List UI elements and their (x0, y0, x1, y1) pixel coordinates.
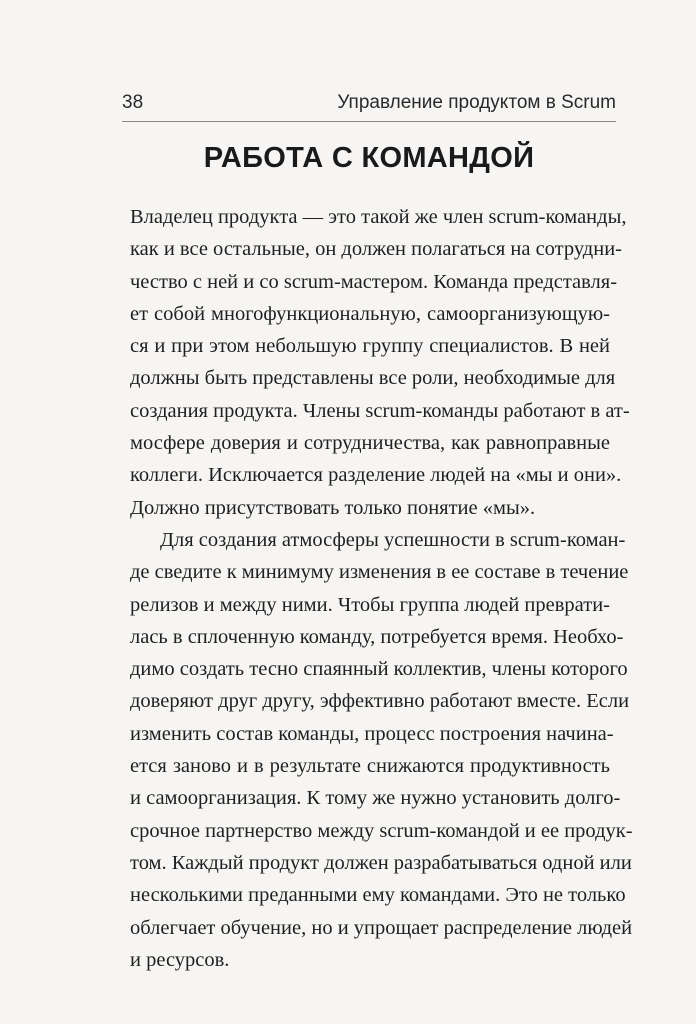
text-line: и ресурсов. (130, 948, 230, 971)
text-line: Для создания атмосферы успешности в scrum-коман- (160, 528, 626, 551)
text-line: коллеги. Исключается разделение людей на «мы и они». (130, 464, 622, 487)
section-title: РАБОТА С КОМАНДОЙ (203, 142, 535, 174)
text-line: ет собой многофункциональную, самоорганизующую- (130, 302, 610, 325)
running-header (122, 92, 616, 120)
header-divider (122, 121, 616, 122)
text-line: релизов и между ними. Чтобы группа людей преврати- (130, 593, 610, 616)
text-line: димо создать тесно спаянный коллектив, члены которого (130, 658, 628, 681)
text-line: ется заново и в результате снижаются продуктивность (130, 755, 610, 778)
running-title: Управление продуктом в Scrum (337, 92, 616, 113)
text-line: облегчает обучение, но и упрощает распределение людей (130, 916, 633, 939)
text-line: доверяют друг другу, эффективно работают вместе. Если (130, 690, 630, 713)
text-line: должны быть представлены все роли, необходимые для (130, 367, 616, 390)
text-line: ся и при этом небольшую группу специалистов. В ней (130, 335, 610, 358)
text-line: Должно присутствовать только понятие «мы». (130, 496, 536, 519)
text-line: том. Каждый продукт должен разрабатываться одной или (130, 851, 632, 874)
paragraph (130, 201, 630, 524)
text-line: лась в сплоченную команду, потребуется время. Необхо- (130, 625, 624, 648)
text-line: создания продукта. Члены scrum-команды работают в ат- (130, 399, 630, 422)
text-line: Владелец продукта — это такой же член scrum-команды, (130, 206, 627, 228)
text-line: чество с ней и со scrum-мастером. Команда представля- (130, 270, 618, 293)
page-number: 38 (122, 92, 144, 113)
paragraph (130, 524, 633, 976)
text-line: мосфере доверия и сотрудничества, как равноправные (130, 432, 610, 455)
text-line: и самоорганизация. К тому же нужно установить долго- (130, 787, 621, 810)
body-text (130, 201, 633, 976)
text-line: срочное партнерство между scrum-командой и ее продук- (130, 819, 633, 842)
text-line: как и все остальные, он должен полагаться на сотрудни- (130, 238, 622, 261)
text-line: де сведите к минимуму изменения в ее составе в течение (130, 561, 629, 584)
text-line: изменить состав команды, процесс построения начина- (130, 722, 614, 745)
text-line: несколькими преданными ему командами. Это не только (130, 884, 626, 907)
